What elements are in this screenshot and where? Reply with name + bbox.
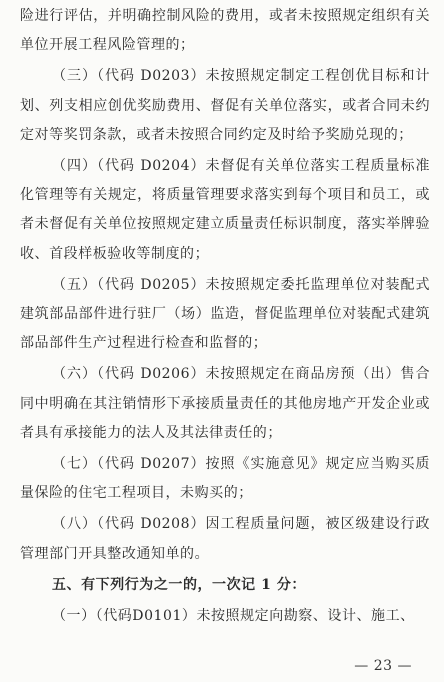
paragraph-item-d0205: （五）（代码 D0205）未按照规定委托监理单位对装配式建筑部品部件进行驻厂（场）监造，督促监理单位对装配式建筑部品部件生产过程进行检查和监督的；	[20, 276, 430, 352]
paragraph-item-d0101: （一）（代码D0101）未按照规定向勘察、设计、施工、	[52, 608, 415, 625]
paragraph-item-d0207: （七）（代码 D0207）按照《实施意见》规定应当购买质量保险的住宅工程项目，未购买的；	[20, 456, 430, 502]
paragraph-item-d0204: （四）（代码 D0204）未督促有关单位落实工程质量标准化管理等有关规定，将质量管理要求落实到每个项目和员工，或者未督促有关单位按照规定建立质量责任标识制度，落实举牌验收、首段样板验收等制度的；	[20, 158, 430, 262]
paragraph-item-d0206: （六）（代码 D0206）未按照规定在商品房预（出）售合同中明确在其注销情形下承接质量责任的其他房地产开发企业或者具有承接能力的法人及其法律责任的；	[20, 366, 430, 441]
paragraph-item-d0203: （三）（代码 D0203）未按照规定制定工程创优目标和计划、列支相应创优奖励费用、督促有关单位落实，或者合同未约定对等奖罚条款，或者未按照合同约定及时给予奖励兑现的；	[20, 68, 430, 143]
page-number: — 23 —	[354, 658, 412, 674]
section-heading: 五、有下列行为之一的，一次记 1 分：	[52, 576, 306, 593]
paragraph-continuation: 险进行评估，并明确控制风险的费用，或者未按照规定组织有关单位开展工程风险管理的；	[20, 8, 430, 54]
paragraph-item-d0208: （八）（代码 D0208）因工程质量问题，被区级建设行政管理部门开具整改通知单的。	[20, 516, 430, 562]
